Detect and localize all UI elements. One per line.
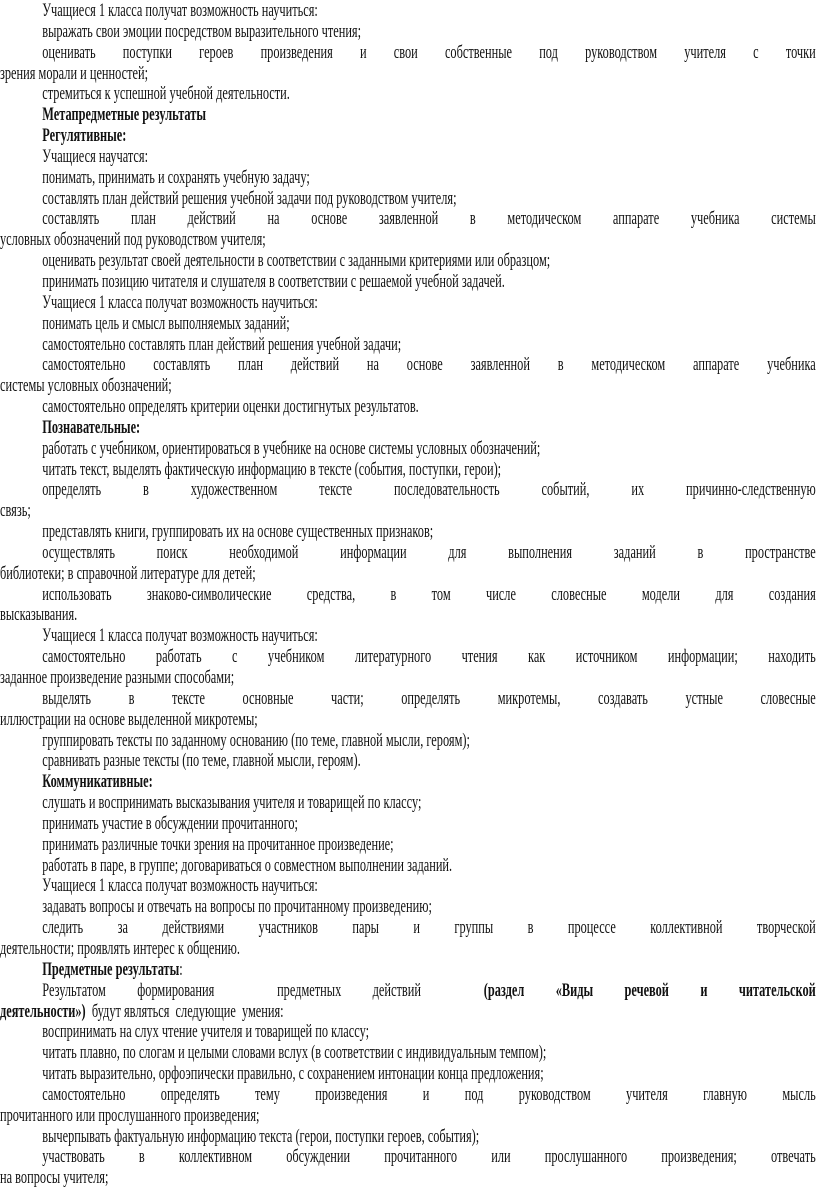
text-line: работать с учебником, ориентироваться в учебнике на основе системы условных обозначений; xyxy=(42,437,541,459)
paragraph xyxy=(0,835,816,856)
paragraph xyxy=(0,793,816,814)
text-line: следить за действиями участников пары и группы в процессе коллективной творческой xyxy=(42,917,816,939)
text-run: будут являться следующие умения: xyxy=(85,1000,284,1022)
paragraph xyxy=(0,1022,816,1043)
paragraph xyxy=(0,168,816,189)
text-line: зрения морали и ценностей; xyxy=(0,62,149,84)
paragraph xyxy=(0,355,816,397)
text-line: на вопросы учителя; xyxy=(0,1167,109,1189)
text-line: Учащиеся 1 класса получат возможность научиться: xyxy=(42,625,318,647)
paragraph xyxy=(0,43,816,85)
text-line: использовать знаково-символические средства, в том числе словесные модели для создания xyxy=(42,583,816,605)
paragraph xyxy=(0,314,816,335)
paragraph xyxy=(0,209,816,251)
text-line: выделять в тексте основные части; определять микротемы, создавать устные словесные xyxy=(42,687,816,709)
text-line: работать в паре, в группе; договариваться о совместном выполнении заданий. xyxy=(42,854,453,876)
paragraph xyxy=(0,751,816,772)
paragraph xyxy=(0,856,816,877)
paragraph xyxy=(0,335,816,356)
text-line: представлять книги, группировать их на основе существенных признаков; xyxy=(42,521,434,543)
paragraph xyxy=(0,585,816,627)
document-page xyxy=(0,1,816,1189)
text-line: Учащиеся 1 класса получат возможность научиться: xyxy=(42,291,318,313)
text-run: : xyxy=(179,958,183,980)
bold-text: (раздел «Виды речевой и читательской xyxy=(483,979,816,1001)
paragraph xyxy=(0,522,816,543)
text-line: составлять план действий решения учебной задачи под руководством учителя; xyxy=(42,187,457,209)
paragraph xyxy=(0,960,816,981)
text-line: осуществлять поиск необходимой информации для выполнения заданий в пространстве xyxy=(42,541,816,563)
section-heading xyxy=(0,126,816,147)
text-line: иллюстрации на основе выделенной микротемы; xyxy=(0,708,258,730)
paragraph xyxy=(0,1064,816,1085)
paragraph xyxy=(0,1127,816,1148)
text-line: Учащиеся 1 класса получат возможность научиться: xyxy=(42,0,318,21)
text-line xyxy=(0,981,816,1002)
paragraph xyxy=(0,22,816,43)
text-line: Учащиеся научатся: xyxy=(42,145,148,167)
text-line: понимать цель и смысл выполняемых заданий; xyxy=(42,312,290,334)
text-line: оценивать результат своей деятельности в соответствии с заданными критериями или образцом; xyxy=(42,250,551,272)
text-line: участвовать в коллективном обсуждении прочитанного или прослушанного произведения; отвечать xyxy=(42,1146,816,1168)
text-line: системы условных обозначений; xyxy=(0,375,172,397)
text-line: прочитанного или прослушанного произведения; xyxy=(0,1104,260,1126)
paragraph xyxy=(0,731,816,752)
text-line: самостоятельно составлять план действий решения учебной задачи; xyxy=(42,333,402,355)
text-line: воспринимать на слух чтение учителя и товарищей по классу; xyxy=(42,1021,370,1043)
text-line: принимать различные точки зрения на прочитанное произведение; xyxy=(42,833,394,855)
paragraph xyxy=(0,272,816,293)
section-heading xyxy=(0,772,816,793)
text-line xyxy=(0,1002,816,1023)
text-line: читать выразительно, орфоэпически правильно, с сохранением интонации конца предложения; xyxy=(42,1063,544,1085)
text-line: слушать и воспринимать высказывания учителя и товарищей по классу; xyxy=(42,792,422,814)
section-heading xyxy=(0,105,816,126)
paragraph xyxy=(0,647,816,689)
paragraph xyxy=(0,147,816,168)
text-line: Коммуникативные: xyxy=(42,771,153,793)
paragraph xyxy=(0,814,816,835)
paragraph xyxy=(0,981,816,1023)
bold-text: Предметные результаты xyxy=(42,958,180,980)
text-line: вычерпывать фактуальную информацию текста (герои, поступки героев, события); xyxy=(42,1125,480,1147)
text-line: самостоятельно составлять план действий на основе заявленной в методическом аппарате учебника xyxy=(42,354,816,376)
paragraph xyxy=(0,189,816,210)
bold-text: деятельности») xyxy=(0,1000,86,1022)
paragraph xyxy=(0,1147,816,1189)
paragraph xyxy=(0,876,816,897)
text-run: Результатом формирования предметных действий xyxy=(42,979,484,1001)
text-line: читать текст, выделять фактическую информацию в тексте (события, поступки, герои); xyxy=(42,458,502,480)
text-line: понимать, принимать и сохранять учебную задачу; xyxy=(42,166,310,188)
text-line: выражать свои эмоции посредством выразительного чтения; xyxy=(42,20,362,42)
paragraph xyxy=(0,293,816,314)
text-line: стремиться к успешной учебной деятельности. xyxy=(42,83,290,105)
text-line: самостоятельно работать с учебником литературного чтения как источником информации; находить xyxy=(42,646,816,668)
paragraph xyxy=(0,1085,816,1127)
text-line: деятельности; проявлять интерес к общению. xyxy=(0,937,240,959)
paragraph xyxy=(0,84,816,105)
paragraph xyxy=(0,918,816,960)
text-line: сравнивать разные тексты (по теме, главной мысли, героям). xyxy=(42,750,361,772)
paragraph xyxy=(0,897,816,918)
text-line: принимать участие в обсуждении прочитанного; xyxy=(42,812,298,834)
text-line: заданное произведение разными способами; xyxy=(0,667,235,688)
text-line: самостоятельно определять тему произведения и под руководством учителя главную мысль xyxy=(42,1083,816,1105)
paragraph xyxy=(0,251,816,272)
paragraph xyxy=(0,626,816,647)
paragraph xyxy=(0,1,816,22)
text-line: Метапредметные результаты xyxy=(42,104,206,126)
text-line: высказывания. xyxy=(0,604,78,626)
text-line: составлять план действий на основе заявленной в методическом аппарате учебника системы xyxy=(42,208,816,230)
paragraph xyxy=(0,397,816,418)
text-line: оценивать поступки героев произведения и свои собственные под руководством учителя с точки xyxy=(42,41,816,63)
paragraph xyxy=(0,543,816,585)
text-line: Регулятивные: xyxy=(42,125,127,147)
text-line: принимать позицию читателя и слушателя в соответствии с решаемой учебной задачей. xyxy=(42,270,505,292)
paragraph xyxy=(0,439,816,460)
text-line: Познавательные: xyxy=(42,416,141,438)
text-line: условных обозначений под руководством учителя; xyxy=(0,229,266,251)
text-line xyxy=(0,960,816,981)
text-line: определять в художественном тексте последовательность событий, их причинно-следственную xyxy=(42,479,816,501)
text-line: читать плавно, по слогам и целыми словами вслух (в соответствии с индивидуальным темпом); xyxy=(42,1042,547,1064)
paragraph xyxy=(0,1043,816,1064)
text-line: самостоятельно определять критерии оценки достигнутых результатов. xyxy=(42,396,419,418)
paragraph xyxy=(0,689,816,731)
section-heading xyxy=(0,418,816,439)
text-line: Учащиеся 1 класса получат возможность научиться: xyxy=(42,875,318,897)
text-line: библиотеки; в справочной литературе для детей; xyxy=(0,562,256,584)
paragraph xyxy=(0,460,816,481)
paragraph xyxy=(0,480,816,522)
text-line: задавать вопросы и отвечать на вопросы по прочитанному произведению; xyxy=(42,896,432,918)
text-line: группировать тексты по заданному основанию (по теме, главной мысли, героям); xyxy=(42,729,470,751)
text-line: связь; xyxy=(0,500,31,522)
